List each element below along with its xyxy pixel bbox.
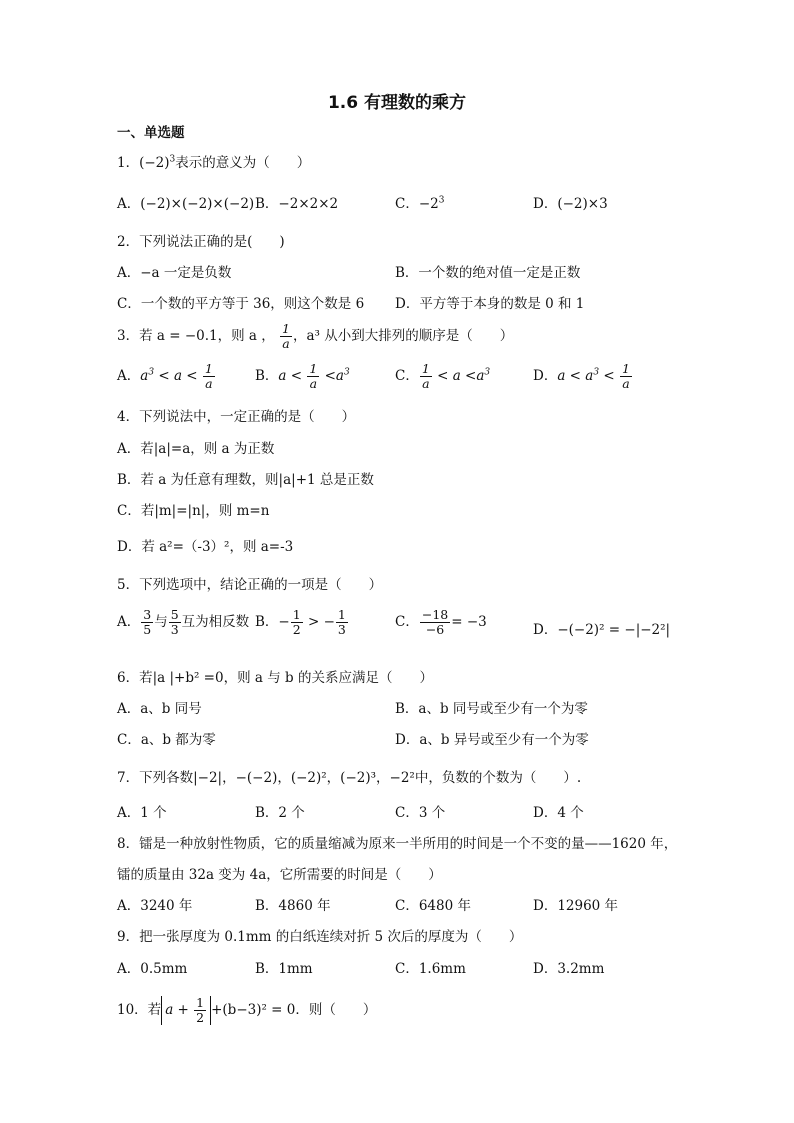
- q6-option-a[interactable]: A．a、b 同号: [117, 701, 202, 717]
- q3-frac-denominator: a: [282, 336, 290, 351]
- q6-option-c[interactable]: C．a、b 都为零: [117, 732, 216, 748]
- q7-option-d[interactable]: D．4 个: [533, 805, 584, 821]
- q3-frac-numerator: 1: [282, 321, 290, 336]
- question-8-stem-line-1: 8．镭是一种放射性物质，它的质量缩减为原来一半所用的时间是一个不变的量——1620 年，: [117, 836, 678, 852]
- q5-b-label: B．: [255, 614, 279, 630]
- q6-option-d[interactable]: D．a、b 异号或至少有一个为零: [395, 732, 589, 748]
- q9-option-d[interactable]: D．3.2mm: [533, 961, 605, 977]
- q10-absolute-value: a + $\frac{1}{2}$: [161, 996, 211, 1025]
- q3-stem-pre: 3．若 a = −0.1，则 a ，: [117, 328, 275, 344]
- q3-a-label: A．: [117, 368, 141, 384]
- q8-option-a[interactable]: A．3240 年: [117, 898, 193, 914]
- q8-option-c[interactable]: C．6480 年: [395, 898, 471, 914]
- question-8-stem-line-2: 镭的质量由 32a 变为 4a，它所需要的时间是（ ）: [117, 867, 442, 883]
- question-9-stem: 9．把一张厚度为 0.1mm 的白纸连续对折 5 次后的厚度为（ ）: [117, 929, 523, 945]
- q3-option-c[interactable]: C． $\frac{1}{a}$ < $a <a^3$: [395, 361, 491, 391]
- q2-option-a[interactable]: A．−a 一定是负数: [117, 265, 232, 281]
- q5-d-text: −(−2)² = −|−2²|: [557, 622, 671, 638]
- question-4-stem: 4．下列说法中，一定正确的是（ ）: [117, 409, 356, 425]
- q5-option-a[interactable]: A． $\frac{3}{5}$ 与 $\frac{5}{3}$ 互为相反数: [117, 607, 250, 637]
- q3-option-a[interactable]: A．$a^3 < a$ < $\frac{1}{a}$: [117, 361, 213, 391]
- q1-option-c-text: C．−2: [395, 196, 439, 212]
- q1-exponent: 3: [169, 154, 176, 165]
- q5-a-label: A．: [117, 614, 141, 630]
- question-2-stem: 2．下列说法正确的是( ): [117, 234, 285, 250]
- q4-option-a[interactable]: A．若|a|=a，则 a 为正数: [117, 441, 275, 457]
- section-heading: 一、单选题: [117, 125, 185, 141]
- q7-option-c[interactable]: C．3 个: [395, 805, 446, 821]
- q5-c-post: = −3: [451, 614, 487, 630]
- q1-option-a[interactable]: A．(−2)×(−2)×(−2): [117, 196, 255, 212]
- q2-option-c[interactable]: C．一个数的平方等于 36，则这个数是 6: [117, 296, 365, 312]
- q9-option-b[interactable]: B．1mm: [255, 961, 313, 977]
- question-10-stem: [117, 996, 376, 1025]
- q4-option-b[interactable]: B．若 a 为任意有理数，则|a|+1 总是正数: [117, 472, 374, 488]
- q3-d-label: D．: [533, 368, 558, 384]
- q3-c-label: C．: [395, 368, 419, 384]
- question-3-stem: [117, 322, 513, 351]
- q1-option-c-exp: 3: [438, 195, 445, 206]
- page-title: 1.6 有理数的乘方: [327, 93, 467, 113]
- question-6-stem: 6．若|a |+b² =0，则 a 与 b 的关系应满足（ ）: [117, 670, 433, 686]
- q3-option-d[interactable]: D．$a < a^3$ < $\frac{1}{a}$: [533, 361, 630, 391]
- q10-stem-pre: 10．若: [117, 1002, 162, 1018]
- question-1-stem: [117, 151, 310, 171]
- q1-number: 1．: [117, 155, 140, 171]
- q9-option-a[interactable]: A．0.5mm: [117, 961, 188, 977]
- q5-option-b[interactable]: B．− $\frac{1}{2}$ > − $\frac{1}{3}$: [255, 607, 346, 637]
- q1-option-c[interactable]: [395, 192, 444, 212]
- q5-a-mid: 与: [154, 614, 168, 630]
- q3-b-label: B．: [255, 368, 279, 384]
- q8-option-d[interactable]: D．12960 年: [533, 898, 619, 914]
- q9-option-c[interactable]: C．1.6mm: [395, 961, 466, 977]
- q7-option-a[interactable]: A．1 个: [117, 805, 167, 821]
- q5-c-label: C．: [395, 614, 419, 630]
- q5-option-c[interactable]: C． $\frac{-18}{-6}$ = −3: [395, 607, 487, 637]
- q5-d-label: D．: [533, 622, 558, 638]
- q3-option-b[interactable]: B．a < $\frac{1}{a}$ $<a^3$: [255, 361, 350, 391]
- q1-base: (−2): [139, 155, 170, 171]
- q10-stem-post: +(b−3)² = 0．则（ ）: [211, 1002, 377, 1018]
- q3-fraction: [280, 322, 292, 351]
- q4-option-c[interactable]: C．若|m|=|n|，则 m=n: [117, 503, 270, 519]
- q6-option-b[interactable]: B．a、b 同号或至少有一个为零: [395, 701, 588, 717]
- q4-option-d[interactable]: D．若 a²=（-3）²，则 a=-3: [117, 539, 294, 555]
- q7-option-b[interactable]: B．2 个: [255, 805, 305, 821]
- q2-option-b[interactable]: B．一个数的绝对值一定是正数: [395, 265, 581, 281]
- q5-a-post: 互为相反数: [181, 614, 250, 630]
- q2-option-d[interactable]: D．平方等于本身的数是 0 和 1: [395, 296, 585, 312]
- q3-stem-post: ，a³ 从小到大排列的顺序是（ ）: [293, 328, 514, 344]
- q1-stem-text: 表示的意义为（ ）: [175, 155, 311, 171]
- q8-option-b[interactable]: B．4860 年: [255, 898, 331, 914]
- q5-option-d[interactable]: [533, 618, 670, 638]
- q1-option-b[interactable]: B．−2×2×2: [255, 196, 339, 212]
- question-7-stem: 7．下列各数|−2|，−(−2)，(−2)²，(−2)³，−2²中，负数的个数为（ ）.: [117, 770, 582, 786]
- question-5-stem: 5．下列选项中，结论正确的一项是（ ）: [117, 577, 383, 593]
- q1-option-d[interactable]: D．(−2)×3: [533, 196, 608, 212]
